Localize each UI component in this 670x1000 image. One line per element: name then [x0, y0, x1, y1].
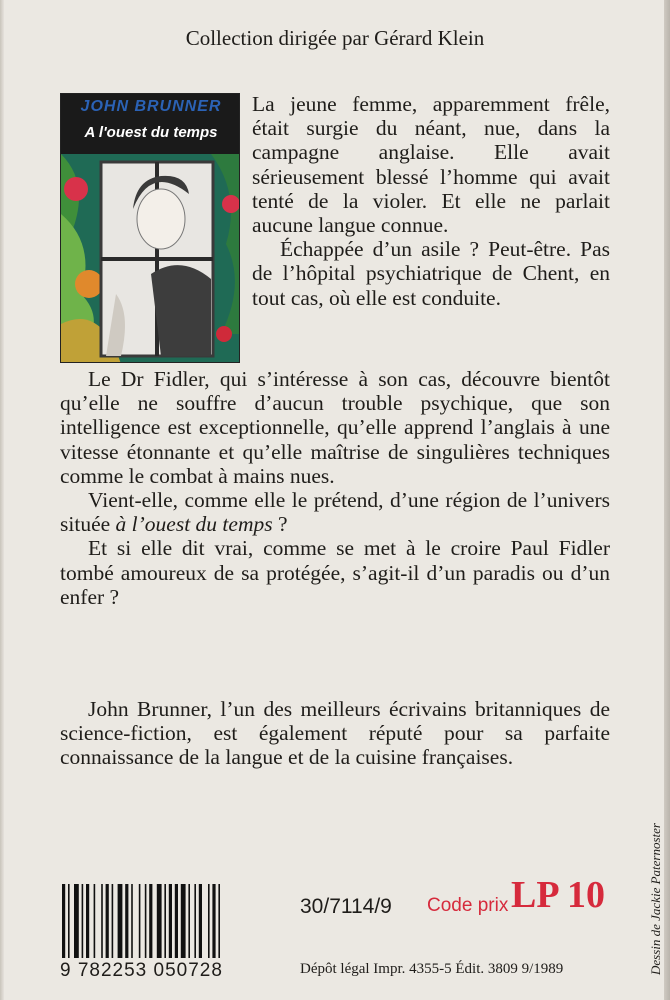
blurb-paragraph-5: Et si elle dit vrai, comme se met à le croire Paul Fidler tombé amoureux de sa protégée, s’agit-il d’un paradis ou d’un enfer ?: [60, 536, 610, 609]
cover-right-edge: [664, 0, 670, 1000]
blurb-paragraph-4: [60, 488, 610, 536]
code-prix-value: LP 10: [511, 874, 605, 916]
blurb-p4-italic: à l’ouest du temps: [115, 512, 273, 537]
code-prix-label: Code prix: [427, 895, 509, 916]
blurb-paragraph-2: Échappée d’un asile ? Peut-être. Pas de l’hôpital psychiatrique de Chent, en tout cas, où elle est conduite.: [252, 237, 610, 310]
barcode-digits: 9 782253 050728: [60, 960, 223, 981]
blurb-p4-start: Vient-elle, comme elle le prétend, d’une région de l’univers située: [60, 488, 610, 537]
illustration-credit: Dessin de Jackie Paternoster: [648, 823, 663, 975]
reference-code: 30/7114/9: [300, 895, 392, 918]
cover-thumbnail: [60, 93, 240, 363]
cover-left-edge: [0, 0, 4, 1000]
thumbnail-title: A l'ouest du temps: [84, 124, 218, 141]
depot-legal: Dépôt légal Impr. 4355-5 Édit. 3809 9/1989: [300, 961, 564, 977]
blurb-top: [252, 92, 610, 310]
blurb-p4-end: ?: [272, 512, 288, 537]
thumbnail-author: JOHN BRUNNER: [80, 98, 222, 115]
blurb-paragraph-3: Le Dr Fidler, qui s’intéresse à son cas, découvre bientôt qu’elle ne souffre d’aucun trouble psychique, que son intelligence est exceptionnelle, qu’elle apprend l’anglais à une vitesse étonnante et qu’elle maîtrise de singulières techniques comme le combat à mains nues.: [60, 367, 610, 488]
author-bio: John Brunner, l’un des meilleurs écrivains britanniques de science-fiction, est également réputé pour sa parfaite connaissance de la langue et de la cuisine françaises.: [60, 697, 610, 770]
blurb-paragraph-1: La jeune femme, apparemment frêle, était surgie du néant, nue, dans la campagne anglaise. Elle avait sérieusement blessé l’homme qui avait tenté de la violer. Et elle ne parlait aucune langue connue.: [252, 92, 610, 238]
blurb-bottom: [60, 367, 610, 609]
collection-line: Collection dirigée par Gérard Klein: [185, 26, 485, 50]
